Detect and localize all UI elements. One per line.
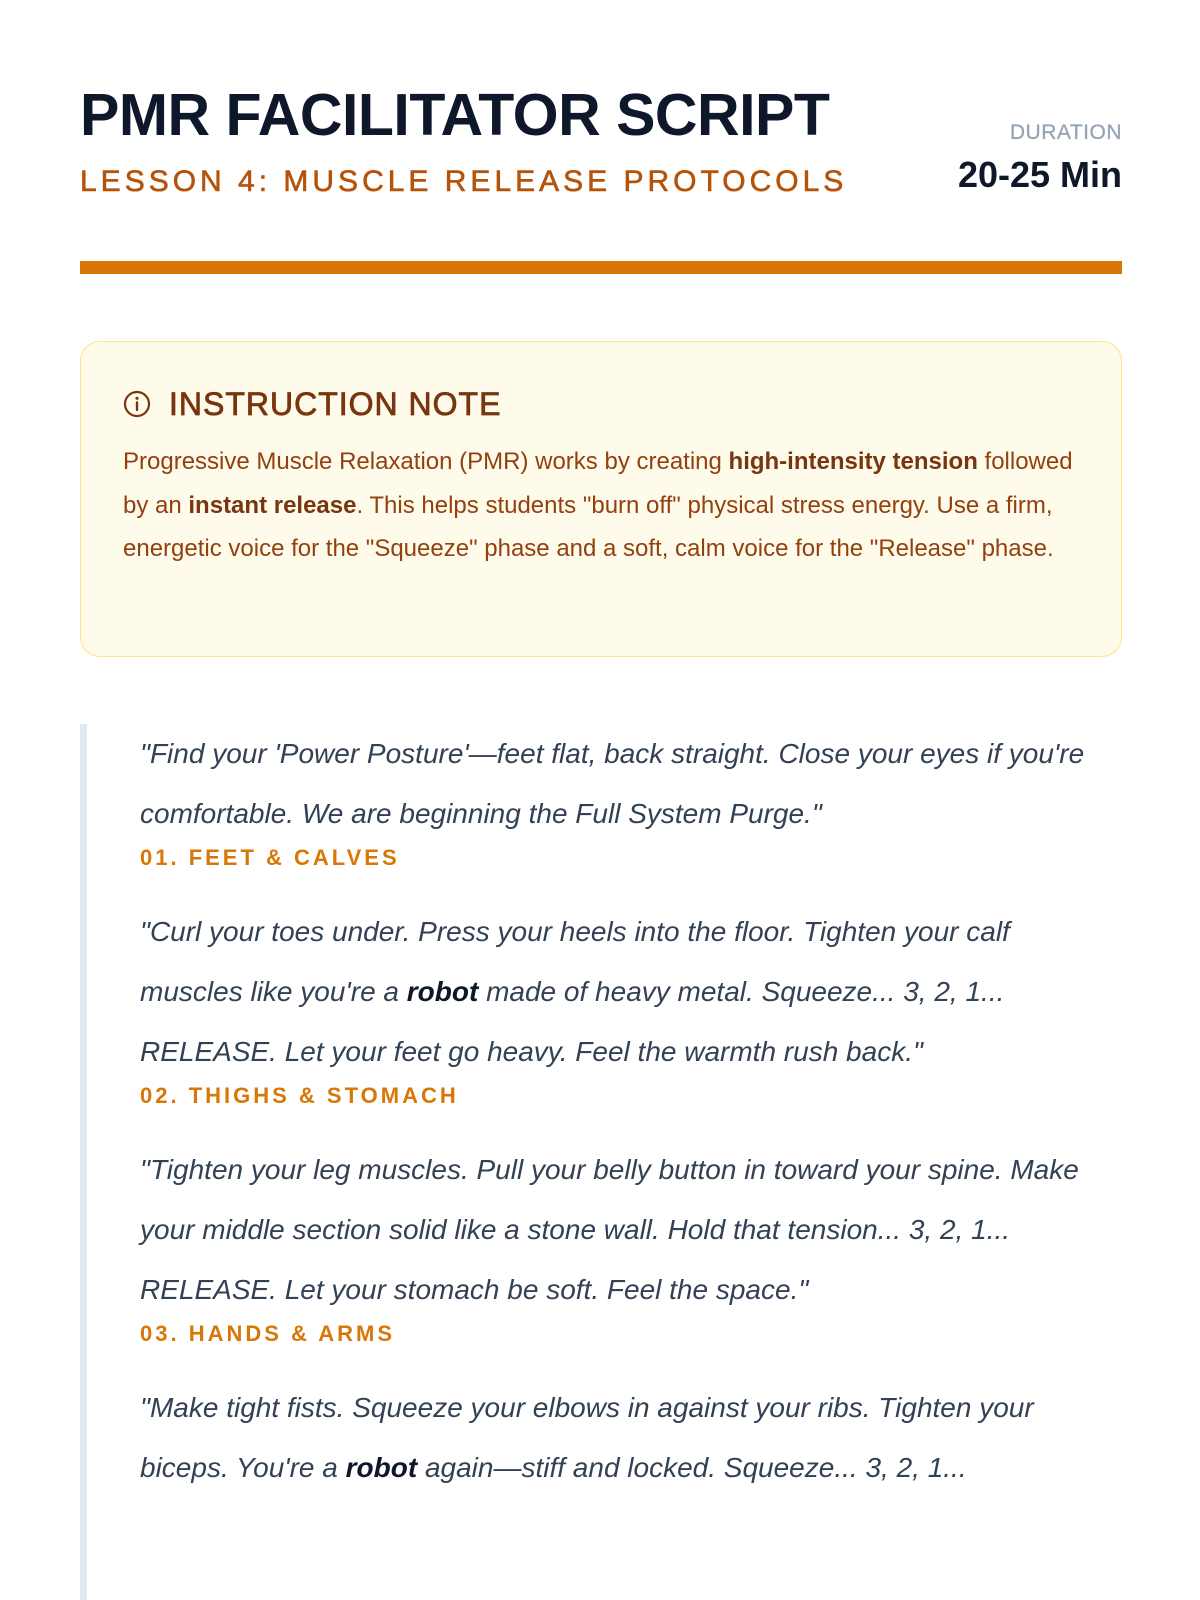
page-title: PMR FACILITATOR SCRIPT [80, 82, 830, 148]
header [80, 82, 1122, 202]
section-text-part: "Curl your toes under. Press your heels into the floor. Tighten your calf muscles like you're a [140, 916, 1010, 1007]
lesson-subtitle: LESSON 4: MUSCLE RELEASE PROTOCOLS [80, 165, 848, 198]
section-text-part: made of heavy metal. Squeeze... 3, 2, 1... RELEASE. Let your feet go heavy. Feel the warmth rush back." [140, 976, 1005, 1067]
section-text-part: again—stiff and locked. Squeeze... 3, 2, 1... [417, 1452, 967, 1483]
script-body [80, 724, 1122, 1600]
section-heading-thighs-stomach: 02. THIGHS & STOMACH [140, 1083, 459, 1108]
note-text-part: . This helps students "burn off" physical stress energy. Use a firm, energetic voice for the "Squeeze" phase and a soft, calm voice for the "Release" phase. [123, 491, 1054, 562]
note-text-part: followed by an [123, 448, 1073, 519]
section-heading-feet-calves: 01. FEET & CALVES [140, 845, 400, 870]
instruction-note-header [123, 384, 501, 424]
section-text-thighs-stomach: "Tighten your leg muscles. Pull your belly button in toward your spine. Make your middle section solid like a stone wall. Hold that tension... 3, 2, 1... RELEASE. Let your stomach be soft. Feel the space." [140, 1154, 1079, 1305]
section-text-hands-arms [140, 1378, 1115, 1498]
document-page [80, 0, 1122, 1600]
duration-label: DURATION [1009, 121, 1122, 144]
section-heading-hands-arms: 03. HANDS & ARMS [140, 1321, 395, 1346]
section-text-part: "Make tight fists. Squeeze your elbows in against your ribs. Tighten your biceps. You're a [140, 1392, 1034, 1483]
instruction-note-text [123, 440, 1083, 571]
instruction-note-card [80, 341, 1122, 657]
header-divider [80, 261, 1122, 274]
instruction-note-title: INSTRUCTION NOTE [169, 386, 502, 422]
note-text-part: Progressive Muscle Relaxation (PMR) works by creating [123, 448, 729, 475]
section-emphasis: robot [406, 976, 479, 1007]
info-circle-icon [123, 390, 151, 418]
script-intro: "Find your 'Power Posture'—feet flat, back straight. Close your eyes if you're comfortable. We are beginning the Full System Purge." [140, 738, 1085, 829]
section-emphasis: robot [345, 1452, 418, 1483]
note-emphasis: instant release [188, 491, 357, 519]
duration-block [958, 120, 1122, 196]
note-emphasis: high-intensity tension [728, 448, 978, 475]
section-text-feet-calves [140, 902, 1115, 1082]
duration-value: 20-25 Min [957, 154, 1122, 195]
